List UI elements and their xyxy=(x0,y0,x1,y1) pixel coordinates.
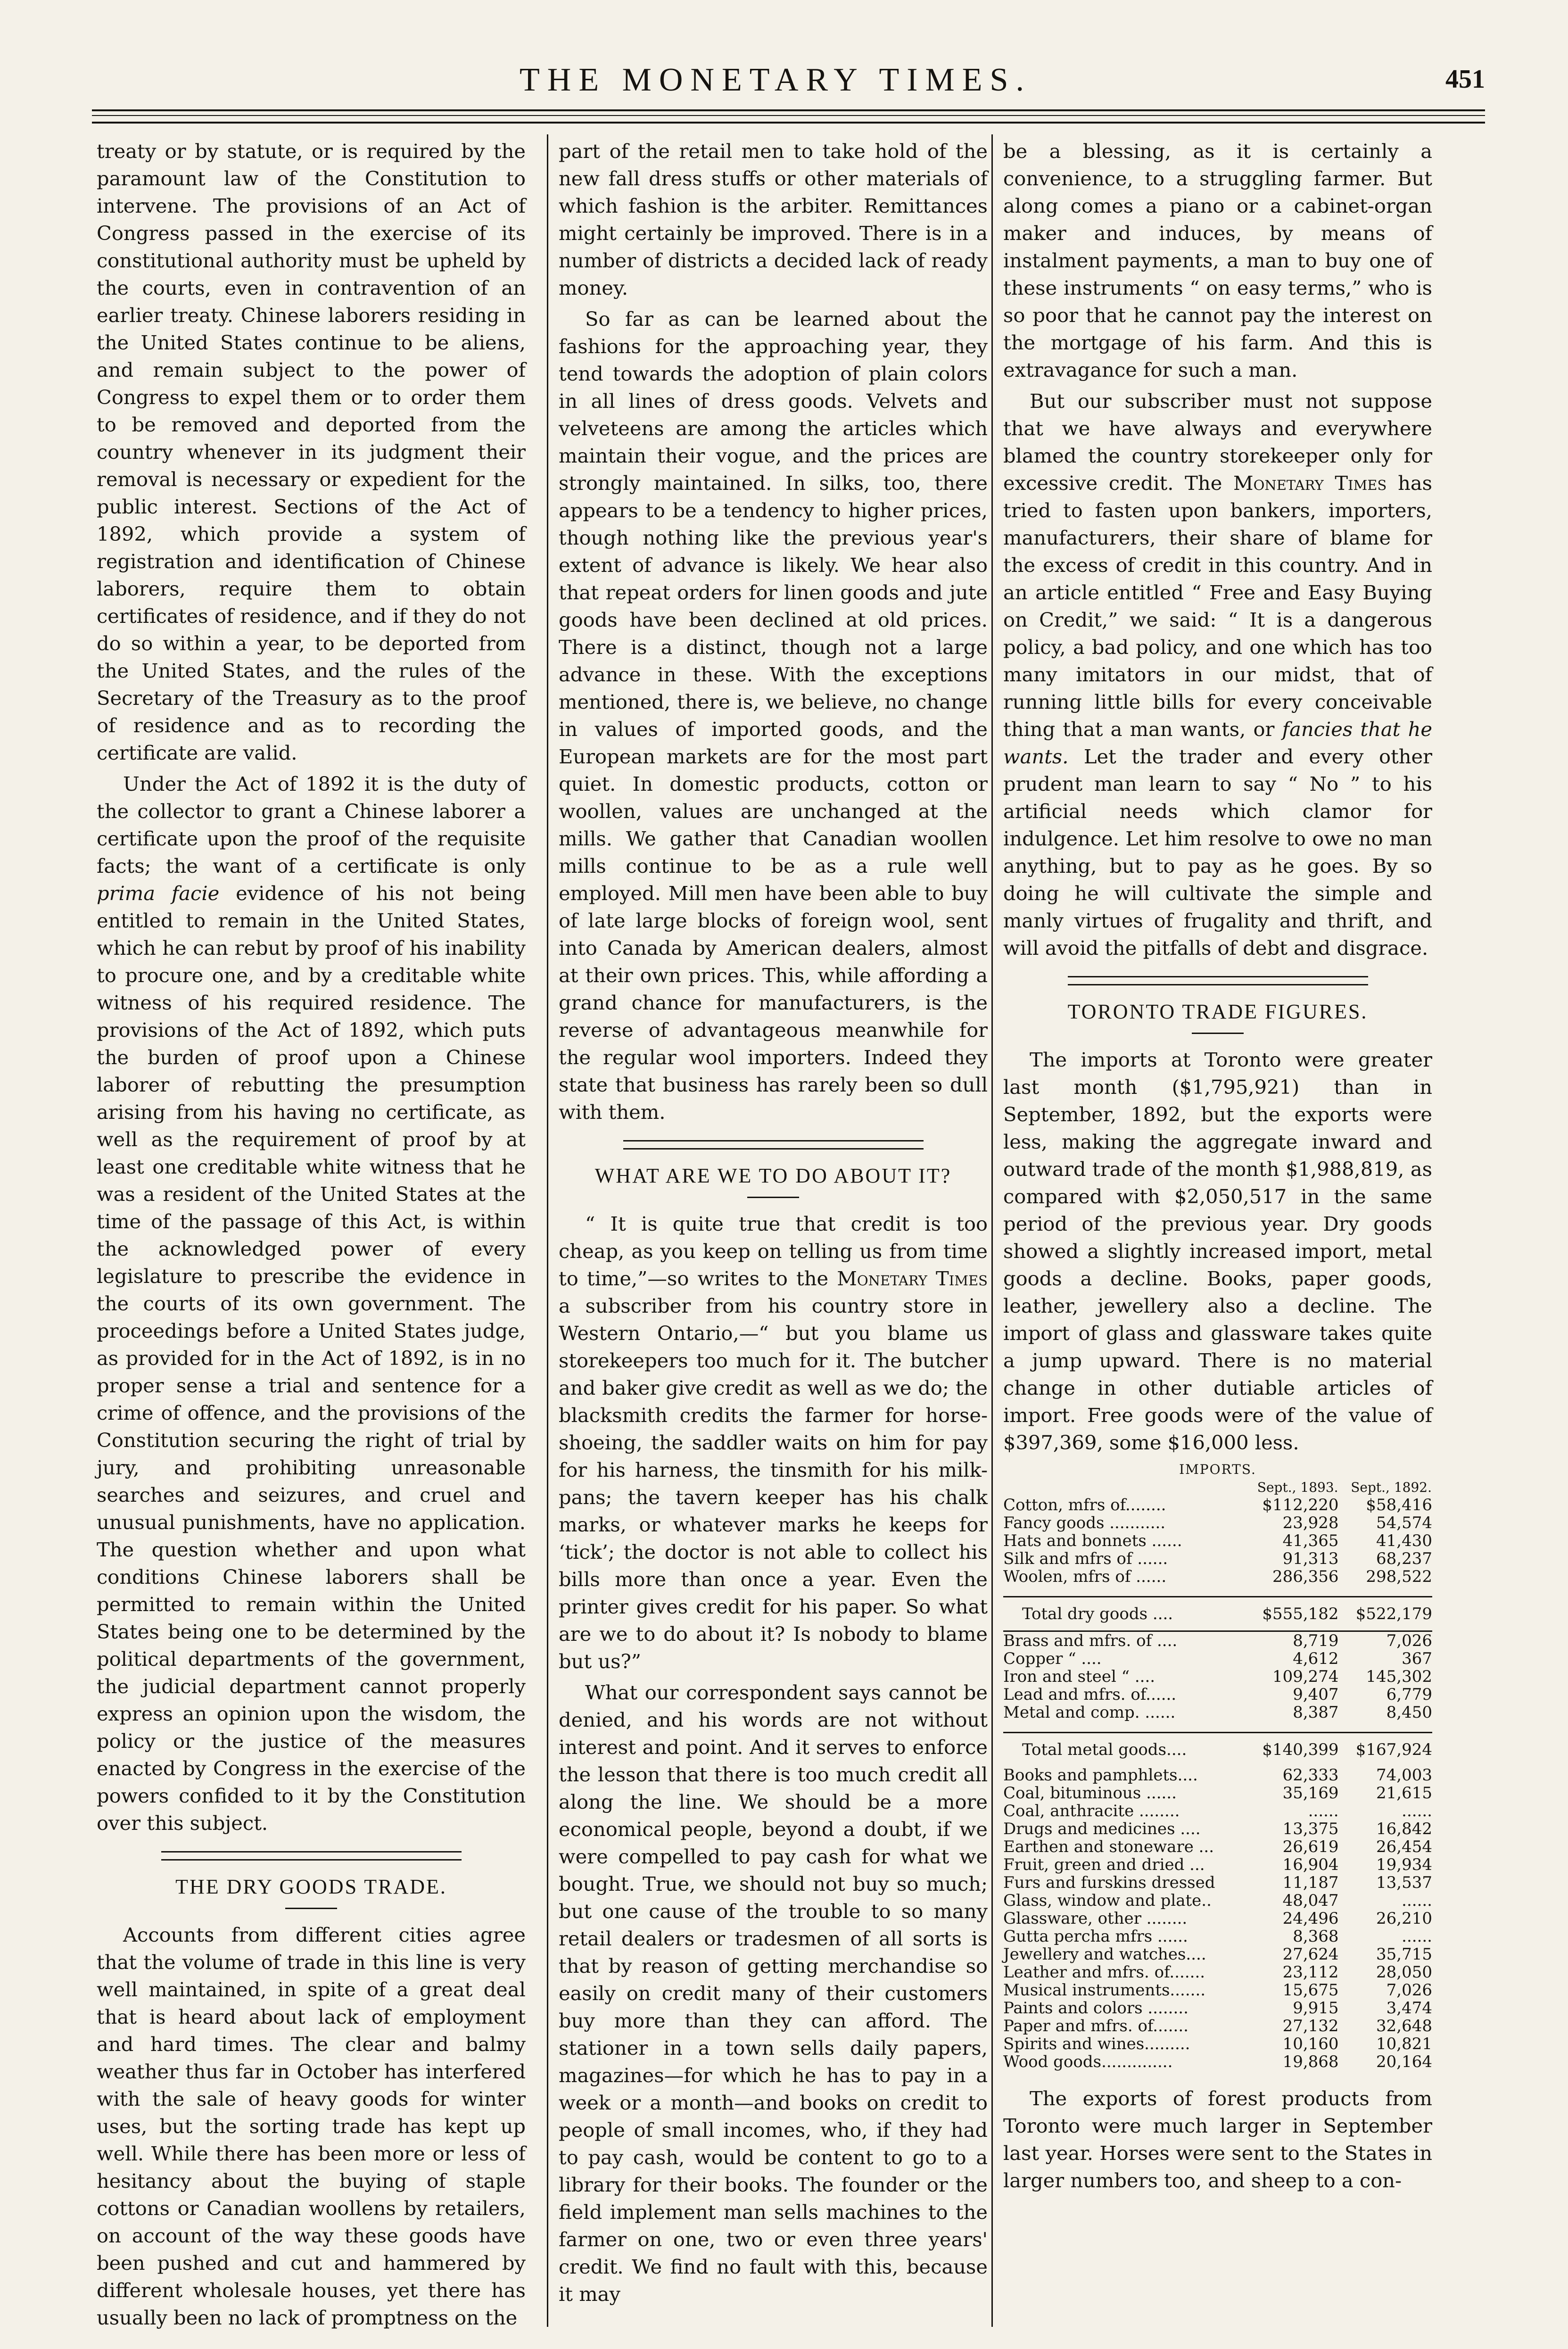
value-1892: 26,454 xyxy=(1376,1837,1432,1856)
row-label: Earthen and stoneware ... xyxy=(1003,1837,1214,1856)
row-label: Musical instruments....... xyxy=(1003,1981,1206,2000)
value-1893: 8,368 xyxy=(1293,1927,1339,1946)
header-rule-thick xyxy=(92,109,1485,111)
header-rule-thick-2 xyxy=(92,122,1485,124)
row-label: Glassware, other ........ xyxy=(1003,1909,1188,1928)
paragraph: The imports at Toronto were greater last month ($1,795,921) than in September, 1892, but the exports were less, making the aggregate inward and outward trade of the month $1,988,819, as compared with $2,050,517 in the same period of the previous year. Dry goods showed a slightly increased import, metal goods a decline. Books, paper goods, leather, jewellery also a decline. The import of glass and glassware takes quite a jump upward. There is no material change in other dutiable articles of import. Free goods were of the value of $397,369, some $16,000 less. xyxy=(1003,1048,1432,1454)
value-1893: 48,047 xyxy=(1282,1891,1339,1910)
table-row xyxy=(1003,1927,1432,1945)
value-1893: 109,274 xyxy=(1272,1667,1339,1686)
page-header xyxy=(92,61,1485,99)
value-1892: ...... xyxy=(1402,1927,1432,1946)
column-header-1893: Sept., 1893. xyxy=(1257,1480,1338,1495)
section-heading: WHAT ARE WE TO DO ABOUT IT? xyxy=(594,1164,952,1187)
section-divider xyxy=(1068,976,1368,985)
value-1893: $555,182 xyxy=(1245,1597,1338,1631)
row-label: Leather and mfrs. of....... xyxy=(1003,1963,1205,1982)
row-label: Jewellery and watches.... xyxy=(1003,1945,1206,1964)
paragraph: The exports of forest products from Toronto were much larger in September last year. Horses were sent to the States in larger numbers too, and sheep to a con- xyxy=(1003,2087,1432,2192)
value-1892: 28,050 xyxy=(1376,1963,1432,1982)
value-1893: 23,928 xyxy=(1282,1514,1339,1532)
table-row xyxy=(1003,1568,1432,1597)
value-1892: 74,003 xyxy=(1376,1766,1432,1785)
value-1892: 19,934 xyxy=(1376,1855,1432,1874)
value-1893: 15,675 xyxy=(1282,1981,1339,2000)
table-row xyxy=(1003,1910,1432,1927)
paragraph: So far as can be learned about the fashions for the approaching year, they tend towards the adoption of plain colors in all lines of dress goods. Velvets and velveteens are among the articles which maintain their vogue, and the prices are strongly maintained. In silks, too, there appears to be a tendency to higher prices, though nothing like the previous year's extent of advance is likely. We hear also that repeat orders for linen goods and jute goods have been declined at old prices. There is a distinct, though not a large advance in these. With the exceptions mentioned, there is, we believe, no change in values of imported goods, and the European markets are for the most part quiet. In domestic products, cotton or woollen, values are unchanged at the mills. We gather that Canadian woollen mills continue to be as a rule well employed. Mill men have been able to buy of late large blocks of foreign wool, sent into Canada by American dealers, almost at their own prices. This, while affording a grand chance for manufacturers, is the reverse of advantageous meanwhile for the regular wool importers. Indeed they state that business has rarely been so dull with them. xyxy=(559,307,988,1124)
table-row xyxy=(1003,1733,1432,1767)
value-1892: 20,164 xyxy=(1376,2052,1432,2071)
table-row xyxy=(1003,1999,1432,2017)
row-label: Fancy goods ........... xyxy=(1003,1514,1166,1532)
value-1892: $522,179 xyxy=(1339,1597,1432,1631)
row-label: Furs and furskins dressed xyxy=(1003,1873,1215,1892)
value-1893: 19,868 xyxy=(1282,2052,1339,2071)
value-1893: 62,333 xyxy=(1282,1766,1339,1785)
row-label: Woolen, mfrs of ...... xyxy=(1003,1568,1245,1597)
table-row xyxy=(1003,2017,1432,2035)
value-1892: $58,416 xyxy=(1366,1496,1432,1514)
header-rule-thin xyxy=(92,115,1485,116)
column-header-1892: Sept., 1892. xyxy=(1351,1480,1432,1495)
table-row xyxy=(1003,1704,1432,1733)
value-1893: 286,356 xyxy=(1245,1568,1338,1597)
value-1892: 13,537 xyxy=(1376,1873,1432,1892)
value-1893: 4,612 xyxy=(1293,1649,1339,1668)
row-label: Paints and colors ........ xyxy=(1003,1999,1188,2018)
table-row xyxy=(1003,1945,1432,1963)
value-1892: 367 xyxy=(1402,1649,1432,1668)
value-1893: $112,220 xyxy=(1262,1496,1339,1514)
value-1892: 7,026 xyxy=(1386,1981,1432,2000)
table-row xyxy=(1003,1668,1432,1686)
value-1893: 16,904 xyxy=(1282,1855,1339,1874)
value-1892: $167,924 xyxy=(1355,1740,1432,1759)
table-row xyxy=(1003,1514,1432,1532)
masthead: THE MONETARY TIMES. xyxy=(520,62,1032,98)
publication-name: Monetary Times xyxy=(837,1267,988,1290)
row-label: Wood goods.............. xyxy=(1003,2052,1173,2071)
value-1892: 16,842 xyxy=(1376,1820,1432,1838)
table-header-row xyxy=(1003,1479,1432,1496)
page-number: 451 xyxy=(1445,65,1485,94)
row-label: Gutta percha mfrs ...... xyxy=(1003,1927,1188,1946)
value-1893: 10,160 xyxy=(1282,2035,1339,2053)
row-label: Iron and steel “ .... xyxy=(1003,1667,1155,1686)
value-1892: ...... xyxy=(1402,1891,1432,1910)
value-1893: 41,365 xyxy=(1282,1531,1339,1550)
value-1892: 3,474 xyxy=(1386,1999,1432,2018)
table-row xyxy=(1003,1650,1432,1668)
value-1892: ...... xyxy=(1402,1802,1432,1820)
section-divider xyxy=(161,1851,462,1861)
heading-rule xyxy=(1192,1033,1244,1034)
table-row xyxy=(1003,1820,1432,1838)
table-row xyxy=(1003,1532,1432,1550)
row-label: Books and pamphlets.... xyxy=(1003,1766,1198,1785)
row-label: Brass and mfrs. of .... xyxy=(1003,1631,1178,1650)
paragraph: be a blessing, as it is certainly a convenience, to a struggling farmer. But along comes a piano or a cabinet-organ maker and induces, by means of instalment payments, a man to buy one of these instruments “ on easy terms,” who is so poor that he cannot pay the interest on the mortgage of his farm. And this is extravagance for such a man. xyxy=(1003,140,1432,381)
row-label: Paper and mfrs. of....... xyxy=(1003,2017,1188,2035)
row-label: Hats and bonnets ...... xyxy=(1003,1531,1182,1550)
table-row xyxy=(1003,1981,1432,1999)
heading-rule xyxy=(747,1197,799,1198)
value-1892: 145,302 xyxy=(1366,1667,1432,1686)
value-1893: 24,496 xyxy=(1282,1909,1339,1928)
row-label: Silk and mfrs of ...... xyxy=(1003,1549,1168,1568)
row-label: Metal and comp. ...... xyxy=(1003,1704,1245,1733)
value-1893: 26,619 xyxy=(1282,1837,1339,1856)
value-1892: 21,615 xyxy=(1376,1784,1432,1803)
column-1 xyxy=(97,138,526,2329)
table-row xyxy=(1003,1686,1432,1704)
column-rule-2 xyxy=(991,134,993,2327)
column-3 xyxy=(1003,138,1432,2307)
row-label: Copper “ .... xyxy=(1003,1649,1102,1668)
table-row xyxy=(1003,1631,1432,1650)
table-row xyxy=(1003,1766,1432,1784)
section-heading: THE DRY GOODS TRADE. xyxy=(175,1875,447,1898)
value-1893: $140,399 xyxy=(1262,1740,1339,1759)
paragraph: Accounts from different cities agree that the volume of trade in this line is very well maintained, in spite of a great deal that is heard about lack of employment and hard times. The clear and balmy weather thus far in October has interfered with the sale of heavy goods for winter uses, but the sorting trade has kept up well. While there has been more or less of hesitancy about the buying of staple cottons or Canadian woollens by retailers, on account of the way these goods have been pushed and cut and hammered by different wholesale houses, yet there has usually been no lack of promptness on the xyxy=(97,1923,526,2329)
value-1893: 8,719 xyxy=(1293,1631,1339,1650)
section-heading: TORONTO TRADE FIGURES. xyxy=(1067,1000,1368,1023)
column-2 xyxy=(559,138,988,2307)
table-row xyxy=(1003,1802,1432,1820)
paragraph: “ It is quite true that credit is too cheap, as you keep on telling us from time to time,”—so writes to the Monetary Times a subscriber from his country store in Western Ontario,—“ but you blame us storekeepers too much for it. The butcher and baker give credit as well as we do; the blacksmith credits the farmer for horse-shoeing, the saddler waits on him for pay for his harness, the tinsmith for his milk-pans; the tavern keeper has his chalk marks, or whatever marks he keeps for ‘tick’; the doctor is not able to collect his bills more than once a year. Even the printer gives credit for his paper. So what are we to do about it? Is nobody to blame but us?” xyxy=(559,1212,988,1673)
table-row xyxy=(1003,1597,1432,1631)
value-1893: 8,387 xyxy=(1245,1704,1338,1733)
table-title: IMPORTS. xyxy=(1179,1462,1256,1477)
imports-table xyxy=(1003,1479,1432,2071)
row-label: Lead and mfrs. of...... xyxy=(1003,1685,1177,1704)
value-1893: 35,169 xyxy=(1282,1784,1339,1803)
table-row xyxy=(1003,1838,1432,1856)
paragraph: part of the retail men to take hold of the new fall dress stuffs or other materials of which fashion is the arbiter. Remittances might certainly be improved. There is in a number of districts a decided lack of ready money. xyxy=(559,140,988,299)
row-label: Fruit, green and dried ... xyxy=(1003,1855,1205,1874)
paragraph: But our subscriber must not suppose that we have always and everywhere blamed the country storekeeper only for excessive credit. The Monetary Times has tried to fasten upon bankers, importers, manufacturers, their share of blame for the excess of credit in this country. And in an article entitled “ Free and Easy Buying on Credit,” we said: “ It is a dangerous policy, a bad policy, and one which has too many imitators in our midst, that of running little bills for every conceivable thing that a man wants, or fancies that he wants. Let the trader and every other prudent man learn to say “ No ” to his artificial needs which clamor for indulgence. Let him resolve to owe no man anything, but to pay as he goes. By so doing he will cultivate the simple and manly virtues of frugality and thrift, and will avoid the pitfalls of debt and disgrace. xyxy=(1003,389,1432,959)
value-1893: 27,624 xyxy=(1282,1945,1339,1964)
row-label: Drugs and medicines .... xyxy=(1003,1820,1201,1838)
row-label: Total dry goods .... xyxy=(1003,1597,1245,1631)
value-1893: 91,313 xyxy=(1282,1549,1339,1568)
row-label: Cotton, mfrs of........ xyxy=(1003,1496,1166,1514)
value-1892: 68,237 xyxy=(1376,1549,1432,1568)
paragraph: Under the Act of 1892 it is the duty of the collector to grant a Chinese laborer a certificate upon the proof of the requisite facts; the want of a certificate is only prima facie evidence of his not being entitled to remain in the United States, which he can rebut by proof of his inability to procure one, and by a creditable white witness of his required residence. The provisions of the Act of 1892, which puts the burden of proof upon a Chinese laborer of rebutting the presumption arising from his having no certificate, as well as the requirement of proof by at least one creditable white witness that he was a resident of the United States at the time of the passage of this Act, is within the acknowledged power of every legislature to prescribe the evidence in the courts of its own government. The proceedings before a United States judge, as provided for in the Act of 1892, is in no proper sense a trial and sentence for a crime of offence, and the provisions of the Constitution securing the right of trial by jury, and prohibiting unreasonable searches and seizures, and cruel and unusual punishments, have no application. The question whether and upon what conditions Chinese laborers shall be permitted to remain within the United States being one to be determined by the political departments of the government, the judicial department cannot properly express an opinion upon the wisdom, the policy or the justice of the measures enacted by Congress in the exercise of the powers confided to it by the Constitution over this subject. xyxy=(97,772,526,1835)
table-row xyxy=(1003,1856,1432,1874)
row-label: Coal, anthracite ........ xyxy=(1003,1802,1180,1820)
row-label: Spirits and wines......... xyxy=(1003,2035,1190,2053)
value-1893: 9,407 xyxy=(1293,1685,1339,1704)
value-1892: 8,450 xyxy=(1339,1704,1432,1733)
table-row xyxy=(1003,1892,1432,1910)
table-row xyxy=(1003,1963,1432,1981)
row-label: Total metal goods.... xyxy=(1022,1740,1187,1759)
column-rule-1 xyxy=(547,134,548,2327)
section-divider xyxy=(623,1140,924,1150)
table-row xyxy=(1003,1784,1432,1802)
value-1892: 35,715 xyxy=(1376,1945,1432,1964)
value-1893: 27,132 xyxy=(1282,2017,1339,2035)
value-1892: 6,779 xyxy=(1386,1685,1432,1704)
value-1892: 10,821 xyxy=(1376,2035,1432,2053)
publication-name: Monetary Times xyxy=(1233,471,1387,495)
value-1892: 7,026 xyxy=(1386,1631,1432,1650)
table-row xyxy=(1003,1874,1432,1892)
italic-phrase: prima facie xyxy=(97,882,220,905)
value-1893: ...... xyxy=(1308,1802,1339,1820)
table-row xyxy=(1003,2035,1432,2053)
value-1892: 41,430 xyxy=(1376,1531,1432,1550)
paragraph: treaty or by statute, or is required by the paramount law of the Constitution to intervene. The provisions of an Act of Congress passed in the exercise of its constitutional authority must be upheld by the courts, even in contravention of an earlier treaty. Chinese laborers residing in the United States continue to be aliens, and remain subject to the power of Congress to expel them or to order them to be removed and deported from the country whenever in its judgment their removal is necessary or expedient for the public interest. Sections of the Act of 1892, which provide a system of registration and identification of Chinese laborers, require them to obtain certificates of residence, and if they do not do so within a year, to be deported from the United States, and the rules of the Secretary of the Treasury as to the proof of residence and as to recording the certificate are valid. xyxy=(97,140,526,764)
value-1893: 23,112 xyxy=(1282,1963,1339,1982)
italic-phrase: fancies that he wants. xyxy=(1003,718,1432,768)
heading-rule xyxy=(285,1908,337,1909)
paragraph: What our correspondent says cannot be denied, and his words are not without interest and point. And it serves to enforce the lesson that there is too much credit all along the line. We should be a more economical people, beyond a doubt, if we were compelled to pay cash for what we bought. True, we should not buy so much; but one cause of the trouble to so many retail dealers or tradesmen of all sorts is that by reason of getting merchandise so easily on credit many of their customers buy more than they can afford. The stationer in a town sells daily papers, magazines—for which he has to pay in a week or a month—and books on credit to people of small incomes, who, if they had to pay cash, would be content to go to a library for their books. The founder or the field implement man sells machines to the farmer on one, two or even three years' credit. We find no fault with this, because it may xyxy=(559,1681,988,2306)
table-row xyxy=(1003,1550,1432,1568)
table-row xyxy=(1003,2053,1432,2071)
value-1892: 54,574 xyxy=(1376,1514,1432,1532)
value-1892: 298,522 xyxy=(1339,1568,1432,1597)
value-1892: 32,648 xyxy=(1376,2017,1432,2035)
table-row xyxy=(1003,1496,1432,1514)
value-1893: 9,915 xyxy=(1293,1999,1339,2018)
row-label: Glass, window and plate.. xyxy=(1003,1891,1212,1910)
imports-table-body xyxy=(1003,1496,1432,2071)
value-1893: 13,375 xyxy=(1282,1820,1339,1838)
value-1892: 26,210 xyxy=(1376,1909,1432,1928)
value-1893: 11,187 xyxy=(1282,1873,1339,1892)
row-label: Coal, bituminous ...... xyxy=(1003,1784,1177,1803)
